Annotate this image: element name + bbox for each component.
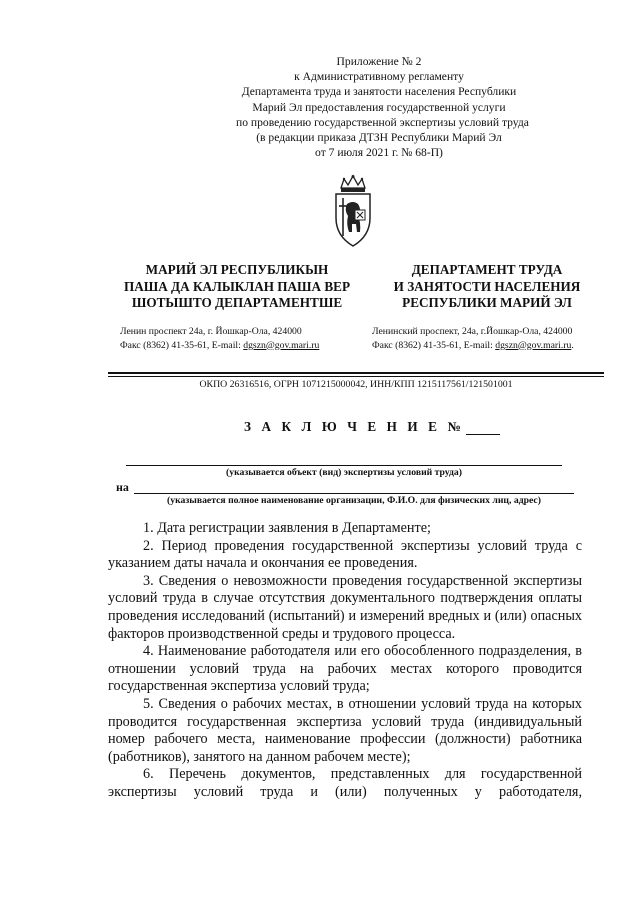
annex-line: (в редакции приказа ДТЗН Республики Марий Эл (256, 131, 502, 145)
paragraph: 4. Наименование работодателя или его обособленного подразделения, в отношении условий труда на рабочих местах которого проводится государственная экспертиза условий труда; (108, 643, 582, 695)
annex-line: Марий Эл предоставления государственной услуги (252, 100, 506, 114)
paragraph: 2. Период проведения государственной экспертизы условий труда с указанием даты начала и окончания ее проведения. (108, 537, 582, 572)
registration-codes: ОКПО 26316516, ОГРН 1071215000042, ИНН/КПП 1215117561/121501001 (199, 379, 513, 390)
email-link[interactable]: dgszn@gov.mari.ru (243, 339, 320, 351)
paragraph: 5. Сведения о рабочих местах, в отношении условий труда на которых проводится государственная экспертиза условий труда (индивидуальный номер рабочего места, наименование профессии (должности) работника (работников), занятого на данном рабочем месте); (108, 695, 582, 765)
object-blank-line (126, 465, 562, 466)
org-name-russian (368, 262, 606, 312)
paragraph: 3. Сведения о невозможности проведения государственной экспертизы условий труда в случае отсутствия документального подтверждения оплаты проведения исследований (испытаний) и измерений вредных и (или) опасных факторов производственной среды и трудового процесса. (108, 572, 582, 642)
organization-caption: (указывается полное наименование организации, Ф.И.О. для физических лиц, адрес) (167, 495, 541, 506)
annex-line: по проведению государственной экспертизы условий труда (236, 115, 529, 129)
title-text: З А К Л Ю Ч Е Н И Е № (244, 419, 465, 434)
annex-line: к Административному регламенту (294, 70, 464, 84)
email-link[interactable]: dgszn@gov.mari.ru (495, 339, 572, 351)
paragraph: 6. Перечень документов, представленных для государственной экспертизы условий труда и (или) полученных у работодателя, (108, 766, 582, 800)
coat-of-arms-emblem (330, 174, 376, 248)
org-line: МАРИЙ ЭЛ РЕСПУБЛИКЫН (145, 262, 329, 277)
address-block-left (120, 325, 319, 352)
organization-blank-line (134, 493, 574, 494)
na-label: на (116, 480, 129, 494)
fax-email-line (120, 339, 319, 353)
annex-line: Департамента труда и занятости населения Республики (241, 85, 517, 99)
org-line: ШОТЫШТО ДЕПАРТАМЕНТШЕ (131, 295, 343, 310)
org-line: РЕСПУБЛИКИ МАРИЙ ЭЛ (402, 295, 572, 310)
org-line: ПАША ДА КАЛЫКЛАН ПАША ВЕР (123, 278, 351, 294)
org-line: ДЕПАРТАМЕНТ ТРУДА (411, 262, 563, 277)
object-caption: (указывается объект (вид) экспертизы условий труда) (226, 467, 462, 478)
number-blank (466, 422, 500, 435)
annex-line: Приложение № 2 (336, 55, 422, 68)
annex-line: от 7 июля 2021 г. № 68-П) (315, 146, 443, 160)
fax-suffix: . (571, 339, 574, 351)
fax: Факс (8362) 41-35-61, E-mail: (372, 339, 496, 351)
address: Ленин проспект 24а, г. Йошкар-Ола, 424000 (120, 326, 302, 337)
address: Ленинский проспект, 24а, г.Йошкар-Ола, 424000 (372, 326, 573, 337)
header-divider-thin (108, 376, 604, 377)
org-name-mari (102, 262, 372, 312)
fax-email-line (372, 339, 574, 353)
org-line: И ЗАНЯТОСТИ НАСЕЛЕНИЯ (393, 278, 581, 294)
fax: Факс (8362) 41-35-61, E-mail: (120, 339, 244, 351)
address-block-right (372, 325, 574, 352)
annex-header (236, 54, 529, 160)
document-title (244, 419, 500, 435)
document-body (108, 520, 582, 802)
paragraph: 1. Дата регистрации заявления в Департаменте; (143, 520, 431, 536)
header-divider-thick (108, 372, 604, 374)
